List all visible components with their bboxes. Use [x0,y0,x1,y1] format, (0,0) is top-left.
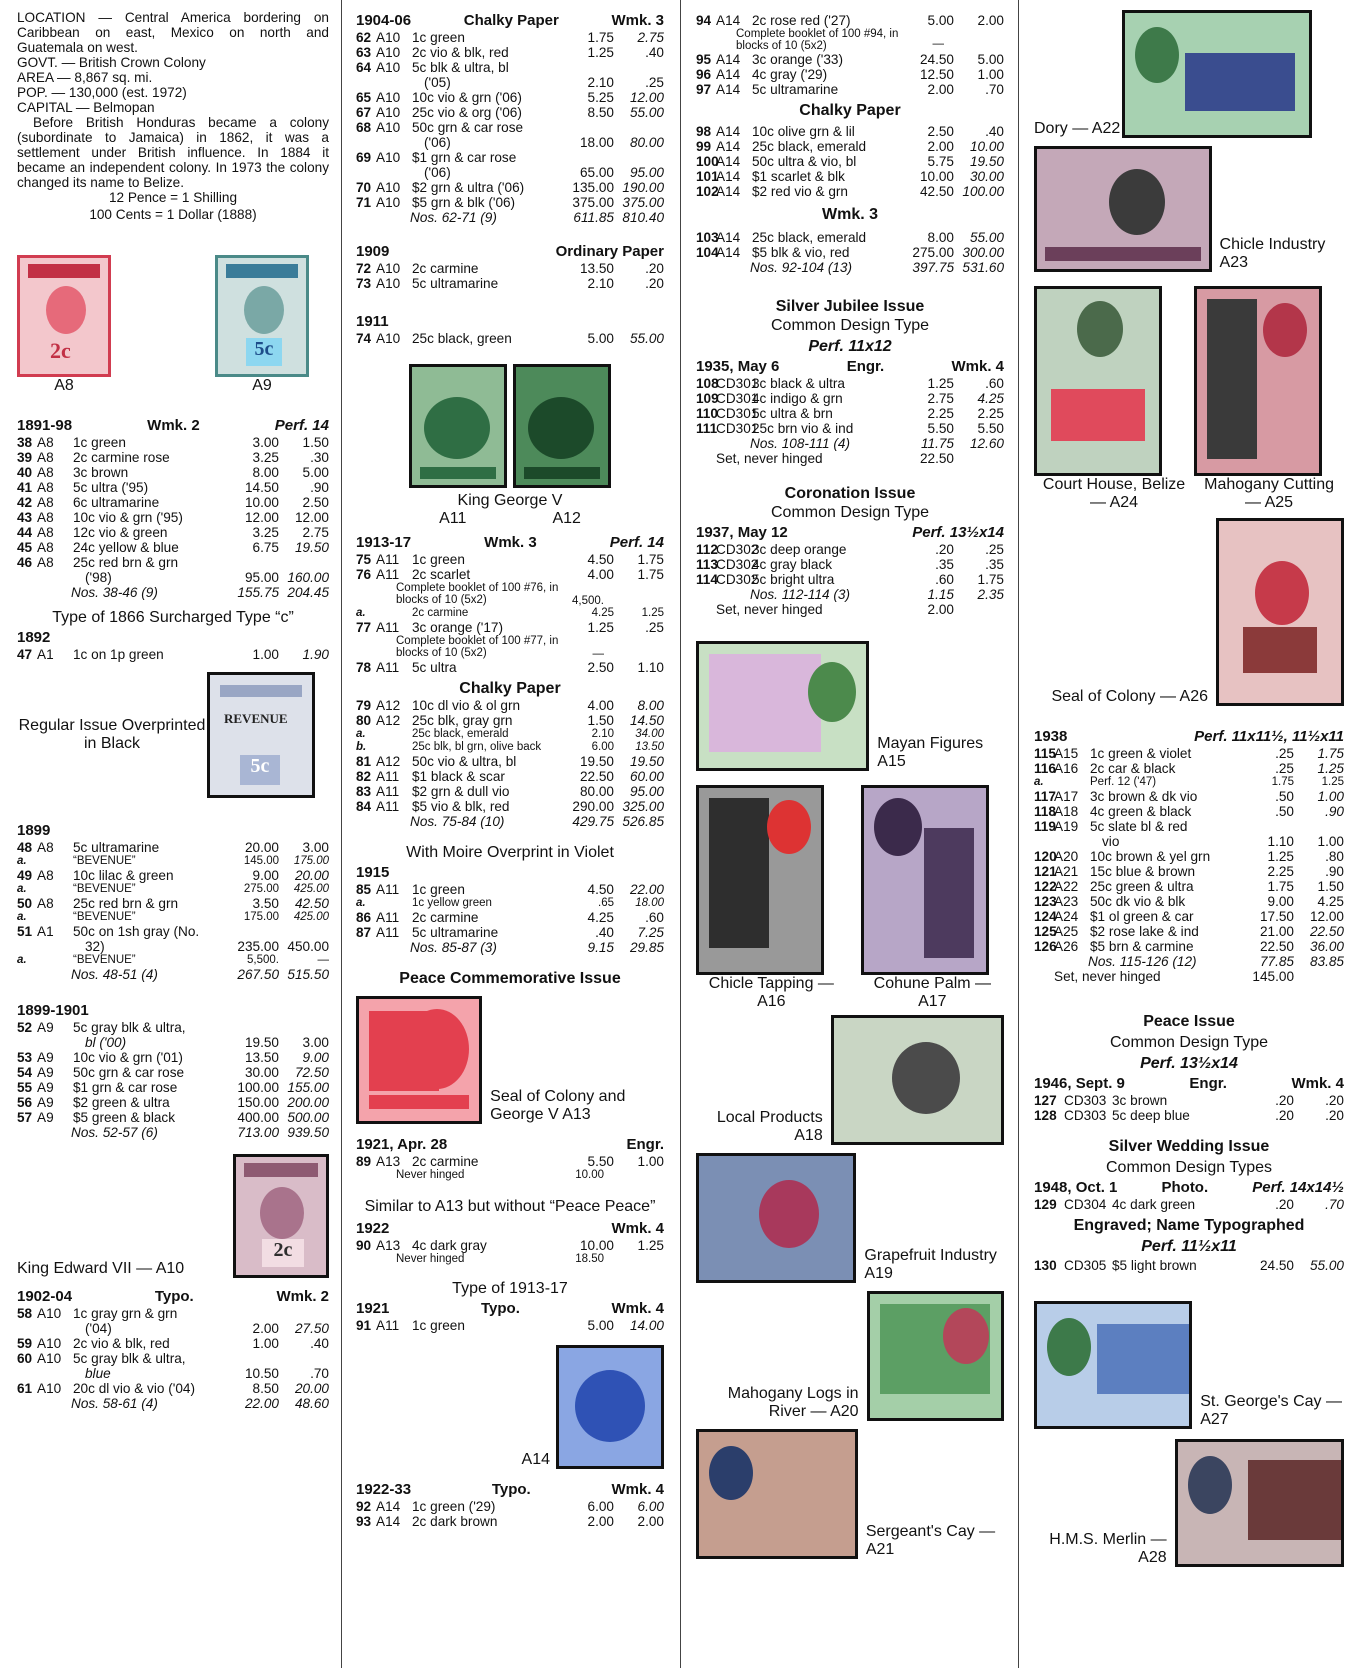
table-row: 81 A12 50c vio & ultra, bl 19.50 19.50 [356,754,664,769]
total-row: Nos. 58-61 (4) 22.00 48.60 [71,1396,329,1411]
pop-text: POP. — 130,000 (est. 1972) [17,85,187,100]
table-row: 127 CD303 3c brown .20 .20 [1034,1093,1344,1108]
stamp-caption: King George V [457,492,563,509]
table-row: 83 A11 $2 grn & dull vio 80.00 95.00 [356,784,664,799]
stamp-image [831,1015,1004,1145]
table-row: a. 25c black, emerald 2.10 34.00 [356,728,664,740]
table-row: 47 A1 1c on 1p green 1.00 1.90 [17,647,329,662]
stamp-a17 [861,785,1004,1011]
stamp-a15 [696,641,1004,771]
stamp-image [1194,286,1322,476]
table-row: 59 A10 2c vio & blk, red 1.00 .40 [17,1336,329,1351]
issue-header: 1915 [356,864,390,881]
table-row: 122 A22 25c green & ultra 1.75 1.50 [1034,879,1344,894]
section-title: With Moire Overprint in Violet [406,844,614,861]
king-portrait-icon [1047,1318,1091,1376]
king-portrait-icon [874,798,922,856]
column-divider [341,0,342,1668]
revenue-overprint-block [17,672,329,798]
table-row: ('04) 2.00 27.50 [85,1321,329,1336]
total-row: Nos. 112-114 (3) 1.15 2.35 [750,587,1004,602]
table-row: 121 A21 15c blue & brown 2.25 .90 [1034,864,1344,879]
king-portrait-icon [808,662,856,722]
section-subtitle: Common Design Type [771,504,929,521]
stamp-caption: A14 [521,1451,550,1468]
stamp-a27 [1034,1301,1344,1429]
stamp-list [1034,849,1344,954]
table-row: ('06) 18.00 80.00 [424,135,664,150]
section-title: Type of 1866 Surcharged Type “c” [52,609,294,626]
table-row: 55 A9 $1 grn & car rose 100.00 155.00 [17,1080,329,1095]
column-2 [356,10,674,1668]
table-row: Set, never hinged 22.50 [716,451,954,466]
govt-text: GOVT. — British Crown Colony [17,55,206,70]
table-row: 101 A14 $1 scarlet & blk 10.00 30.00 [696,169,1004,184]
stamp-a23 [1034,146,1344,272]
stamp-image [513,364,611,488]
table-row: 53 A9 10c vio & grn ('01) 13.50 9.00 [17,1050,329,1065]
stamp-caption: Local Products A18 [716,1109,823,1144]
stamp-caption: Sergeant's Cay — A21 [865,1523,996,1558]
table-row: 92 A14 1c green ('29) 6.00 6.00 [356,1499,664,1514]
king-portrait-icon [943,1308,989,1364]
stamp-image [861,785,989,975]
table-row: ('98) 95.00 160.00 [85,570,329,585]
column-3 [696,10,1014,1668]
stamp-a9 [215,255,309,395]
section-title: Silver Jubilee Issue [775,298,925,315]
section-title: Chalky Paper [799,102,901,119]
king-portrait-icon [405,1009,469,1089]
perf-line: Perf. 11½x11 [1141,1238,1237,1255]
king-portrait-icon [1109,169,1165,235]
hinged-note: Never hinged 10.00 [396,1169,604,1181]
stamp-image [1122,10,1312,138]
stamp-a16 [696,785,847,1011]
table-row: 63 A10 2c vio & blk, red 1.25 .40 [356,45,664,60]
stamp-a18 [696,1015,1004,1145]
table-row: 104 A14 $5 blk & vio, red 275.00 300.00 [696,245,1004,260]
table-row: 87 A11 5c ultramarine .40 7.25 [356,925,664,940]
table-row: 128 CD303 5c deep blue .20 .20 [1034,1108,1344,1123]
table-row: a. “BEVENUE” 175.00 425.00 [17,911,329,923]
stamp-list [696,52,1004,97]
stamp-list [17,1050,329,1125]
dory-boat-icon [1185,53,1295,111]
table-row: 89 A13 2c carmine 5.50 1.00 [356,1154,664,1169]
table-row: 126 A26 $5 brn & carmine 22.50 36.00 [1034,939,1344,954]
issue-header: 1902-04 Typo. Wmk. 2 [17,1288,329,1305]
table-row: 39 A8 2c carmine rose 3.25 .30 [17,450,329,465]
stamp-a21 [696,1429,1004,1559]
stamp-image [696,785,824,975]
courthouse-icon [1051,389,1145,441]
table-row: 113 CD302 4c gray black .35 .35 [696,557,1004,572]
king-portrait-icon [575,1370,645,1442]
stamp-a28 [1034,1439,1344,1567]
stamp-image [696,1153,856,1283]
table-row: a. 1c yellow green .65 18.00 [356,897,664,909]
stamp-caption: H.M.S. Merlin — A28 [1049,1531,1167,1566]
table-row: 71 A10 $5 grn & blk ('06) 375.00 375.00 [356,195,664,210]
tree-icon [709,798,769,948]
stamp-image [867,1291,1004,1421]
table-row: 50 A8 25c red brn & grn 3.50 42.50 [17,896,329,911]
stamp-a22 [1034,10,1344,138]
stamp-a24 [1034,286,1194,512]
table-row: 85 A11 1c green 4.50 22.00 [356,882,664,897]
issue-header: 1909 Ordinary Paper [356,243,664,260]
stamp-a13 [356,996,664,1124]
table-row: 115 A15 1c green & violet .25 1.75 [1034,746,1344,761]
table-row: 46 A8 25c red brn & grn [17,555,179,570]
capital-text: CAPITAL — Belmopan [17,100,155,115]
table-row: 56 A9 $2 green & ultra 150.00 200.00 [17,1095,329,1110]
stamp-list [1034,789,1344,834]
table-row: 118 A18 4c green & black .50 .90 [1034,804,1344,819]
stamp-list [17,435,329,570]
seal-icon [1243,627,1317,673]
table-row: 116 A16 2c car & black .25 1.25 [1034,761,1344,776]
table-row: 43 A8 10c vio & grn ('95) 12.00 12.00 [17,510,329,525]
king-portrait-icon [424,397,490,459]
table-row: 108 CD301 3c black & ultra 1.25 .60 [696,376,1004,391]
table-row: 114 CD302 5c bright ultra .60 1.75 [696,572,1004,587]
stamp-pair-a8-a9 [17,255,329,395]
table-row: 75 A11 1c green 4.50 1.75 [356,552,664,567]
tree-icon [1207,299,1257,459]
stamp-caption: Chicle Industry A23 [1219,236,1326,271]
history-text: Before British Honduras became a colony (subordinate to Jamaica) in 1862, it was a settlement under British influence. In 1884 it became an independent colony. In 1973 the colony changed its name to Belize. [17,115,329,190]
total-row: Nos. 48-51 (4) 267.50 515.50 [71,967,329,982]
issue-header: 1922-33 Typo. Wmk. 4 [356,1481,664,1498]
table-row: 94 A14 2c rose red ('27) 5.00 2.00 [696,13,1004,28]
stamp-a26 [1034,518,1344,706]
section-title: Peace Commemorative Issue [399,970,621,987]
stamp-image: 5c [215,255,309,377]
section-title: Peace Issue [1143,1013,1235,1030]
table-row: 54 A9 50c grn & car rose 30.00 72.50 [17,1065,329,1080]
stamp-list [696,124,1004,199]
stamp-image [356,996,482,1124]
table-row: 100 A14 50c ultra & vio, bl 5.75 19.50 [696,154,1004,169]
section-title: Similar to A13 but without “Peace Peace” [364,1198,656,1215]
mayan-figure-icon [709,654,821,752]
table-row: a. “BEVENUE” 275.00 425.00 [17,883,329,895]
palm-icon [924,828,974,958]
stamp-caption: Grapefruit Industry A19 [864,1247,997,1282]
table-row: a. “BEVENUE” 5,500. — [17,954,329,966]
table-row: 42 A8 6c ultramarine 10.00 2.50 [17,495,329,510]
stamp-image [1034,146,1212,272]
stamp-image [556,1345,664,1469]
stamp-pair-a16-a17 [696,785,1004,1011]
table-row: 125 A25 $2 rose lake & ind 21.00 22.50 [1034,924,1344,939]
stamp-caption: Court House, Belize — A24 [1042,476,1186,511]
booklet-note: Complete booklet of 100 #77, in blocks of 10 (5x2) — [396,635,604,660]
stamp-caption: Cohune Palm — A17 [873,975,992,1010]
stamp-a19 [696,1153,1004,1283]
table-row: 65 A10 10c vio & grn ('06) 5.25 12.00 [356,90,664,105]
total-row: Nos. 75-84 (10) 429.75 526.85 [410,814,664,829]
issue-header: 1938 Perf. 11x11½, 11½x11 [1034,728,1344,745]
issue-header: 1891-98 Wmk. 2 Perf. 14 [17,417,329,434]
table-row: 49 A8 10c lilac & green 9.00 20.00 [17,868,329,883]
table-row: 62 A10 1c green 1.75 2.75 [356,30,664,45]
stamp-caption: Mahogany Cutting — A25 [1204,476,1334,511]
table-row: b. 25c blk, bl grn, olive back 6.00 13.50 [356,741,664,753]
table-row: 80 A12 25c blk, gray grn 1.50 14.50 [356,713,664,728]
stamp-pair-a11-a12 [356,364,664,488]
stamp-list [356,754,664,814]
stamp-list [356,30,664,75]
king-portrait-icon [759,1180,819,1248]
table-row: 110 CD301 5c ultra & brn 2.25 2.25 [696,406,1004,421]
stamp-caption: A11 A12 [439,510,581,527]
column-1 [17,10,339,1668]
stamp-image [1216,518,1344,706]
country-intro [17,10,329,222]
table-row: 130 CD305 $5 light brown 24.50 55.00 [1034,1258,1344,1273]
perf-line: Perf. 11x12 [808,338,892,355]
table-row: 67 A10 25c vio & org ('06) 8.50 55.00 [356,105,664,120]
table-row: 82 A11 $1 black & scar 22.50 60.00 [356,769,664,784]
column-divider [680,0,681,1668]
king-portrait-icon [1077,301,1123,357]
stamp-caption: Regular Issue Overprinted in Black [18,717,206,752]
stamp-caption: A9 [252,377,272,394]
section-subtitle: Common Design Types [1106,1159,1272,1176]
table-row: 76 A11 2c scarlet 4.00 1.75 [356,567,664,582]
perf-line: Perf. 13½x14 [1140,1055,1238,1072]
table-row: 98 A14 10c olive grn & lil 2.50 .40 [696,124,1004,139]
table-row: 86 A11 2c carmine 4.25 .60 [356,910,664,925]
king-portrait-icon [1135,27,1179,83]
table-row: 124 A24 $1 ol green & car 17.50 12.00 [1034,909,1344,924]
total-row: Nos. 38-46 (9) 155.75 204.45 [71,585,329,600]
section-title: Type of 1913-17 [452,1280,568,1297]
stamp-image [409,364,507,488]
stamp-caption: King Edward VII — A10 [17,1260,185,1277]
section-title: Engraved; Name Typographed [1073,1217,1305,1234]
column-divider [1018,0,1019,1668]
issue-header: 1937, May 12 Perf. 13½x14 [696,524,1004,541]
table-row: 32) 235.00 450.00 [85,939,329,954]
stamp-caption: A8 [54,377,74,394]
table-row: 97 A14 5c ultramarine 2.00 .70 [696,82,1004,97]
table-row: 69 A10 $1 grn & car rose [356,150,517,165]
table-row: 41 A8 5c ultra ('95) 14.50 .90 [17,480,329,495]
issue-header: 1922 Wmk. 4 [356,1220,664,1237]
section-subtitle: Common Design Type [771,317,929,334]
section-title: Chalky Paper [459,680,561,697]
total-row: Nos. 92-104 (13) 397.75 531.60 [750,260,1004,275]
table-row: 60 A10 5c gray blk & ultra, [17,1351,186,1366]
table-row: 91 A11 1c green 5.00 14.00 [356,1318,664,1333]
table-row: 68 A10 50c grn & car rose [356,120,524,135]
area-text: AREA — 8,867 sq. mi. [17,70,153,85]
column-4 [1034,10,1354,1668]
king-portrait-icon [1263,303,1307,357]
table-row: Set, never hinged 145.00 [1054,969,1294,984]
stamp-image: 2c [233,1154,329,1278]
table-row: vio 1.10 1.00 [1102,834,1344,849]
table-row: 111 CD301 25c brn vio & ind 5.50 5.50 [696,421,1004,436]
table-row: 78 A11 5c ultra 2.50 1.10 [356,660,664,675]
king-portrait-icon [892,1042,960,1114]
table-row: 109 CD301 4c indigo & grn 2.75 4.25 [696,391,1004,406]
table-row: 112 CD302 3c deep orange .20 .25 [696,542,1004,557]
table-row: 52 A9 5c gray blk & ultra, [17,1020,186,1035]
hinged-note: Never hinged 18.50 [396,1253,604,1265]
issue-header: 1948, Oct. 1 Photo. Perf. 14x14½ [1034,1179,1344,1196]
issue-header: 1899-1901 [17,1002,89,1019]
stamp-a25 [1194,286,1344,512]
total-row: Nos. 62-71 (9) 611.85 810.40 [410,210,664,225]
stamp-list [1034,746,1344,776]
table-row: 44 A8 12c vio & green 3.25 2.75 [17,525,329,540]
table-row: 120 A20 10c brown & yel grn 1.25 .80 [1034,849,1344,864]
ship-icon [1248,1460,1344,1540]
location-text: LOCATION — Central America bordering on Caribbean on east, Mexico on north and Guatemala on west. [17,10,329,55]
stamp-caption: Seal of Colony and George V A13 [490,1088,626,1123]
queen-portrait-icon [244,286,284,334]
table-row: a. 2c carmine 4.25 1.25 [356,607,664,619]
table-row: 40 A8 3c brown 8.00 5.00 [17,465,329,480]
stamp-a8 [17,255,111,395]
table-row: 79 A12 10c dl vio & ol grn 4.00 8.00 [356,698,664,713]
stamp-list [696,376,1004,436]
table-row: blue 10.50 .70 [85,1366,329,1381]
stamp-image: 2c [17,255,111,377]
king-portrait-icon [1188,1456,1232,1514]
table-row: 61 A10 20c dl vio & vio ('04) 8.50 20.00 [17,1381,329,1396]
issue-header: 1921, Apr. 28 Engr. [356,1136,664,1153]
table-row: Set, never hinged 2.00 [716,602,954,617]
stamp-image [696,1429,858,1559]
stamp-list [696,542,1004,587]
section-title: Wmk. 3 [821,206,878,223]
table-row: 58 A10 1c gray grn & grn [17,1306,178,1321]
table-row: 119 A19 5c slate bl & red [1034,819,1188,834]
issue-header: 1892 [17,629,51,646]
table-row: 45 A8 24c yellow & blue 6.75 19.50 [17,540,329,555]
section-title: Coronation Issue [784,485,916,502]
table-row: 38 A8 1c green 3.00 1.50 [17,435,329,450]
stamp-caption: Dory — A22 [1034,120,1121,137]
currency-text: 12 Pence = 1 Shilling [108,190,238,205]
table-row: 129 CD304 4c dark green .20 .70 [1034,1197,1344,1212]
table-row: 73 A10 5c ultramarine 2.10 .20 [356,276,664,291]
table-row: a. “BEVENUE” 145.00 175.00 [17,855,329,867]
total-row: Nos. 85-87 (3) 9.15 29.85 [410,940,664,955]
table-row: 93 A14 2c dark brown 2.00 2.00 [356,1514,664,1529]
issue-header: 1911 [356,313,389,330]
total-row: Nos. 115-126 (12) 77.85 83.85 [1088,954,1344,969]
table-row: 72 A10 2c carmine 13.50 .20 [356,261,664,276]
issue-header: 1935, May 6 Engr. Wmk. 4 [696,358,1004,375]
stamp-caption: Seal of Colony — A26 [1051,688,1208,705]
stamp-image [1175,1439,1344,1567]
table-row: 84 A11 $5 vio & blk, red 290.00 325.00 [356,799,664,814]
table-row: 102 A14 $2 red vio & grn 42.50 100.00 [696,184,1004,199]
stamp-a10 [17,1154,329,1278]
stamp-caption: St. George's Cay — A27 [1200,1393,1342,1428]
total-row: Nos. 108-111 (4) 11.75 12.60 [750,436,1004,451]
issue-header: 1946, Sept. 9 Engr. Wmk. 4 [1034,1075,1344,1092]
king-portrait-icon [528,397,594,459]
table-row: a. Perf. 12 ('47) 1.75 1.25 [1034,776,1344,788]
table-row: ('06) 65.00 95.00 [424,165,664,180]
stamp-a14 [356,1345,664,1469]
king-portrait-icon [709,1446,753,1500]
issue-header: 1913-17 Wmk. 3 Perf. 14 [356,534,664,551]
stamp-caption: Chicle Tapping — A16 [708,975,834,1010]
stamp-pair-a24-a25 [1034,286,1344,512]
king-portrait-icon [1255,561,1309,625]
table-row: 99 A14 25c black, emerald 2.00 10.00 [696,139,1004,154]
stamp-image: REVENUE 5c [207,672,315,798]
table-row: 64 A10 5c blk & ultra, bl [356,60,509,75]
queen-portrait-icon [46,286,86,334]
stamp-a20 [696,1291,1004,1421]
stamp-image [696,641,869,771]
table-row: 123 A23 50c dk vio & blk 9.00 4.25 [1034,894,1344,909]
issue-header: 1921 Typo. Wmk. 4 [356,1300,664,1317]
section-subtitle: Common Design Type [1110,1034,1268,1051]
table-row: 90 A13 4c dark gray 10.00 1.25 [356,1238,664,1253]
table-row: 57 A9 $5 green & black 400.00 500.00 [17,1110,329,1125]
table-row: 74 A10 25c black, green 5.00 55.00 [356,331,664,346]
issue-header: 1899 [17,822,51,839]
table-row: 77 A11 3c orange ('17) 1.25 .25 [356,620,664,635]
king-portrait-icon [767,800,811,854]
stamp-image [1034,1301,1192,1429]
table-row: 51 A1 50c on 1sh gray (No. [17,924,200,939]
stamp-caption: Mahogany Logs in River — A20 [727,1385,859,1420]
table-row: 95 A14 3c orange ('33) 24.50 5.00 [696,52,1004,67]
table-row: bl ('00) 19.50 3.00 [85,1035,329,1050]
boats-icon [1097,1324,1192,1394]
section-title: Silver Wedding Issue [1108,1138,1270,1155]
table-row: 96 A14 4c gray ('29) 12.50 1.00 [696,67,1004,82]
king-portrait-icon [260,1187,304,1239]
issue-header: 1904-06 Chalky Paper Wmk. 3 [356,12,664,29]
booklet-note: Complete booklet of 100 #76, in blocks of 10 (5x2) 4,500. [396,582,604,607]
total-row: Nos. 52-57 (6) 713.00 939.50 [71,1125,329,1140]
table-row: 48 A8 5c ultramarine 20.00 3.00 [17,840,329,855]
table-row: 70 A10 $2 grn & ultra ('06) 135.00 190.00 [356,180,664,195]
table-row: ('05) 2.10 .25 [424,75,664,90]
table-row: 103 A14 25c black, emerald 8.00 55.00 [696,230,1004,245]
table-row: 117 A17 3c brown & dk vio .50 1.00 [1034,789,1344,804]
stamp-caption: Mayan Figures A15 [877,735,984,770]
stamp-image [1034,286,1162,476]
booklet-note: Complete booklet of 100 #94, in blocks of 10 (5x2) — [736,28,944,52]
currency-text: 100 Cents = 1 Dollar (1888) [89,207,257,222]
